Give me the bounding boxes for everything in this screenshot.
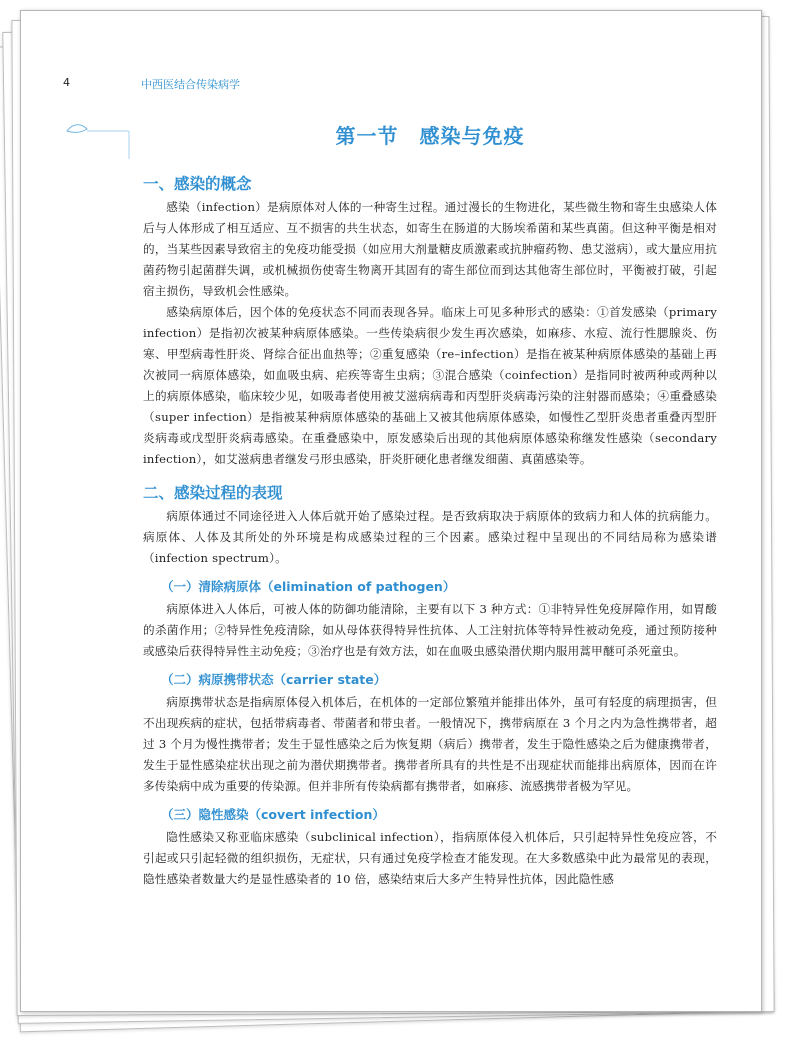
paragraph: 隐性感染又称亚临床感染（subclinical infection），指病原体侵入机体后，只引起特异性免疫应答，不引起或只引起轻微的组织损伤，无症状，只有通过免疫学检查才能发现。在大多数感染中此为最常见的表现，隐性感染者数量大约是显性感染者的 10 倍，感染结束后大多产生特异性抗体，因此隐性感: [143, 830, 717, 886]
paragraph: 病原体通过不同途径进入人体后就开始了感染过程。是否致病取决于病原体的致病力和人体的抗病能力。病原体、人体及其所处的外环境是构成感染过程的三个因素。感染过程中呈现出的不同结局称为感染谱（infection spectrum）。: [143, 509, 717, 565]
subheading-elimination: （一）清除病原体（elimination of pathogen）: [161, 579, 456, 594]
page-body: [143, 119, 717, 890]
paragraph: 病原携带状态是指病原体侵入机体后，在机体的一定部位繁殖并能排出体外，虽可有轻度的病理损害，但不出现疾病的症状，包括带病毒者、带菌者和带虫者。一般情况下，携带病原在 3 个月之内为急性携带者，超过 3 个月为慢性携带者；发生于显性感染之后为恢复期（病后）携带者，发生于隐性感染之后为健康携带者，发生于显性感染症状出现之前为潜伏期携带者。携带者所具有的共性是不出现症状而能排出病原体，因而在许多传染病中成为重要的传染源。但并非所有传染病都有携带者，如麻疹、流感携带者极为罕见。: [143, 695, 717, 793]
subheading-carrier-state: （二）病原携带状态（carrier state）: [161, 672, 387, 687]
page-number: 4: [63, 76, 70, 89]
section-title: 第一节 感染与免疫: [335, 124, 525, 148]
paragraph: 感染病原体后，因个体的免疫状态不同而表现各异。临床上可见多种形式的感染：①首发感染（primary infection）是指初次被某种病原体感染。一些传染病很少发生再次感染，如麻疹、水痘、流行性腮腺炎、伤寒、甲型病毒性肝炎、肾综合征出血热等；②重复感染（re–infection）是指在被某种病原体感染的基础上再次被同一病原体感染，如血吸虫病、疟疾等寄生虫病；③混合感染（coinfection）是指同时被两种或两种以上的病原体感染，临床较少见，如吸毒者使用被艾滋病病毒和丙型肝炎病毒污染的注射器而感染；④重叠感染（super infection）是指被某种病原体感染的基础上又被其他病原体感染，如慢性乙型肝炎患者重叠丙型肝炎病毒或戊型肝炎病毒感染。在重叠感染中，原发感染后出现的其他病原体感染称继发性感染（secondary infection），如艾滋病患者继发弓形虫感染，肝炎肝硬化患者继发细菌、真菌感染等。: [143, 305, 717, 466]
heading-infection-process: 二、感染过程的表现: [143, 484, 283, 502]
paragraph: 感染（infection）是病原体对人体的一种寄生过程。通过漫长的生物进化，某些微生物和寄生虫感染人体后与人体形成了相互适应、互不损害的共生状态，如寄生在肠道的大肠埃希菌和某些真菌。但这种平衡是相对的，当某些因素导致宿主的免疫功能受损（如应用大剂量糖皮质激素或抗肿瘤药物、患艾滋病），或大量应用抗菌药物引起菌群失调，或机械损伤使寄生物离开其固有的寄生部位而到达其他寄生部位时，平衡被打破，引起宿主损伤，导致机会性感染。: [143, 200, 717, 298]
running-title: 中西医结合传染病学: [141, 78, 240, 91]
page-header: [63, 75, 721, 95]
paragraph: 病原体进入人体后，可被人体的防御功能清除，主要有以下 3 种方式：①非特异性免疫屏障作用，如胃酸的杀菌作用；②特异性免疫清除，如从母体获得特异性抗体、人工注射抗体等特异性被动免疫，通过预防接种或感染后获得特异性主动免疫；③治疗也是有效方法，如在血吸虫感染潜伏期内服用蒿甲醚可杀死童虫。: [143, 602, 717, 658]
subheading-covert-infection: （三）隐性感染（covert infection）: [161, 807, 385, 822]
heading-infection-concept: 一、感染的概念: [143, 175, 252, 193]
document-page: [20, 10, 762, 1012]
